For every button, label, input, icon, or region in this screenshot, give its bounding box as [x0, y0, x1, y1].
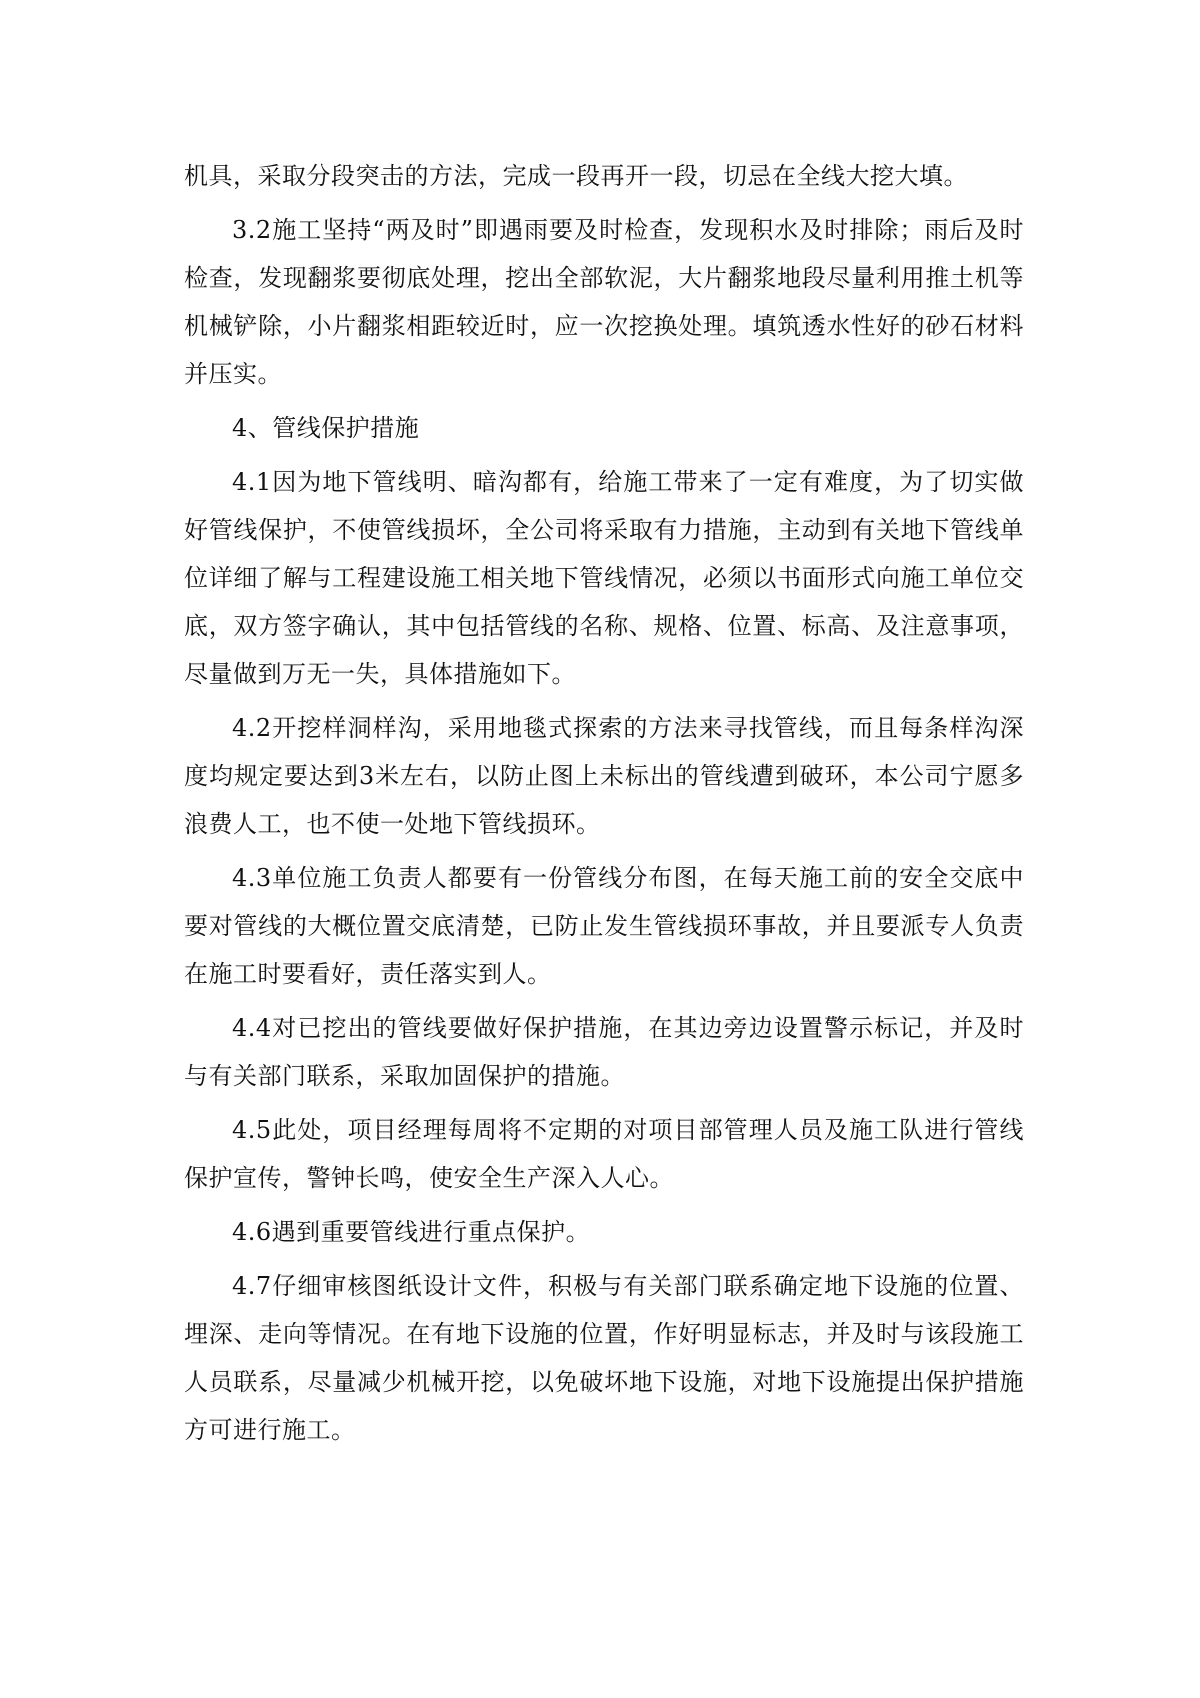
paragraph-3-2: 3.2施工坚持“两及时”即遇雨要及时检查，发现积水及时排除；雨后及时检查，发现翻浆要彻底处理，挖出全部软泥，大片翻浆地段尽量利用推土机等机械铲除，小片翻浆相距较近时，应一次挖换处理。填筑透水性好的砂石材料并压实。	[184, 216, 1024, 388]
paragraph-4-5: 4.5此处，项目经理每周将不定期的对项目部管理人员及施工队进行管线保护宣传，警钟长鸣，使安全生产深入人心。	[184, 1116, 1024, 1192]
section-heading-4: 4、管线保护措施	[232, 414, 420, 442]
paragraph-4-2: 4.2开挖样洞样沟，采用地毯式探索的方法来寻找管线，而且每条样沟深度均规定要达到3米左右，以防止图上未标出的管线遭到破环，本公司宁愿多浪费人工，也不使一处地下管线损环。	[184, 714, 1024, 838]
paragraph-continuation: 机具，采取分段突击的方法，完成一段再开一段，切忌在全线大挖大填。	[184, 162, 968, 190]
paragraph-4-4: 4.4对已挖出的管线要做好保护措施，在其边旁边设置警示标记，并及时与有关部门联系，采取加固保护的措施。	[184, 1014, 1024, 1090]
document-body	[184, 152, 1024, 1460]
paragraph-4-1: 4.1因为地下管线明、暗沟都有，给施工带来了一定有难度，为了切实做好管线保护，不使管线损坏，全公司将采取有力措施，主动到有关地下管线单位详细了解与工程建设施工相关地下管线情况，必须以书面形式向施工单位交底，双方签字确认，其中包括管线的名称、规格、位置、标高、及注意事项，尽量做到万无一失，具体措施如下。	[184, 468, 1024, 688]
paragraph-4-3: 4.3单位施工负责人都要有一份管线分布图，在每天施工前的安全交底中要对管线的大概位置交底清楚，已防止发生管线损环事故，并且要派专人负责在施工时要看好，责任落实到人。	[184, 864, 1024, 988]
paragraph-4-6: 4.6遇到重要管线进行重点保护。	[232, 1218, 591, 1246]
paragraph-4-7: 4.7仔细审核图纸设计文件，积极与有关部门联系确定地下设施的位置、埋深、走向等情况。在有地下设施的位置，作好明显标志，并及时与该段施工人员联系，尽量减少机械开挖，以免破坏地下设施，对地下设施提出保护措施方可进行施工。	[184, 1272, 1024, 1444]
